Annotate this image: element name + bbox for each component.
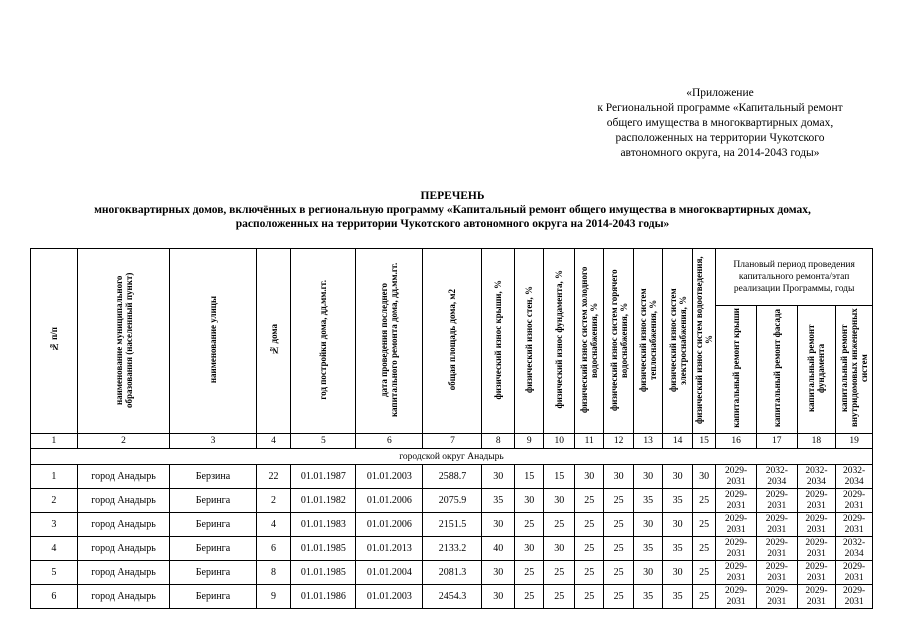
table-cell: 25	[574, 489, 603, 513]
table-cell: 25	[574, 585, 603, 609]
table-cell: 30	[544, 489, 575, 513]
table-cell: 2588.7	[423, 465, 482, 489]
table-cell: 8	[256, 561, 291, 585]
appendix-line: расположенных на территории Чукотского	[615, 132, 825, 144]
table-cell: 2029- 2031	[836, 561, 873, 585]
column-number: 15	[692, 434, 715, 449]
column-number: 18	[797, 434, 836, 449]
table-cell: 01.01.2003	[356, 465, 423, 489]
table-cell: 01.01.1982	[291, 489, 356, 513]
column-number-row	[31, 434, 873, 449]
table-cell: 25	[574, 561, 603, 585]
table-cell: 2029- 2031	[797, 489, 836, 513]
header-wear-foundation: физический износ фундамента, %	[544, 249, 575, 434]
table-row	[31, 513, 873, 537]
table-cell: 30	[514, 489, 543, 513]
table-cell: 25	[604, 489, 633, 513]
table-body	[31, 465, 873, 609]
header-municipality: наименование муниципального образования (населенный пункт)	[77, 249, 170, 434]
table-cell: 2032- 2034	[797, 465, 836, 489]
table-cell: 4	[256, 513, 291, 537]
table-cell: 30	[544, 537, 575, 561]
header-house: № дома	[256, 249, 291, 434]
table-cell: 30	[574, 465, 603, 489]
table-cell: 01.01.1985	[291, 537, 356, 561]
header-plan-facade: капитальный ремонт фасада	[756, 306, 797, 434]
table-cell: 2029- 2031	[756, 489, 797, 513]
header-plan-roof: капитальный ремонт крыши	[716, 306, 757, 434]
table-cell: 2029- 2031	[836, 513, 873, 537]
table-cell: 25	[604, 561, 633, 585]
group-label: городской округ Анадырь	[31, 449, 873, 465]
table-cell: 30	[482, 513, 515, 537]
table-cell: 2029- 2031	[756, 585, 797, 609]
table-cell: 01.01.1983	[291, 513, 356, 537]
table-cell: 25	[692, 585, 715, 609]
column-number: 19	[836, 434, 873, 449]
table-cell: 25	[514, 513, 543, 537]
column-number: 7	[423, 434, 482, 449]
table-row	[31, 585, 873, 609]
document-title	[20, 189, 885, 231]
table-cell: 30	[633, 465, 662, 489]
column-number: 14	[663, 434, 692, 449]
table-cell: 9	[256, 585, 291, 609]
title-line: многоквартирных домов, включённых в региональную программу «Капитальный ремонт общего имущества в многоквартирных домах,	[94, 204, 811, 216]
header-wear-cold-water: физический износ систем холодного водоснабжения, %	[574, 249, 603, 434]
header-row	[31, 249, 873, 306]
table-cell: 2029- 2031	[716, 585, 757, 609]
table-cell: 25	[692, 561, 715, 585]
column-number: 13	[633, 434, 662, 449]
column-number: 6	[356, 434, 423, 449]
table-cell: 01.01.1987	[291, 465, 356, 489]
header-wear-heating: физический износ систем теплоснабжения, %	[633, 249, 662, 434]
table-cell: Беринга	[170, 537, 256, 561]
table-cell: 2029- 2031	[797, 513, 836, 537]
table-cell: 01.01.2004	[356, 561, 423, 585]
table-cell: 35	[663, 537, 692, 561]
table-cell: 30	[663, 465, 692, 489]
table-cell: 30	[633, 561, 662, 585]
table-cell: 2032- 2034	[756, 465, 797, 489]
table-cell: 25	[604, 513, 633, 537]
header-wear-walls: физический износ стен, %	[514, 249, 543, 434]
table-cell: 2032- 2034	[836, 465, 873, 489]
header-wear-hot-water: физический износ систем горячего водоснабжения, %	[604, 249, 633, 434]
column-number: 3	[170, 434, 256, 449]
table-cell: 6	[256, 537, 291, 561]
table-cell: 4	[31, 537, 78, 561]
column-number: 8	[482, 434, 515, 449]
column-number: 17	[756, 434, 797, 449]
table-cell: 2	[31, 489, 78, 513]
table-cell: 15	[514, 465, 543, 489]
header-area: общая площадь дома, м2	[423, 249, 482, 434]
table-cell: 2151.5	[423, 513, 482, 537]
table-cell: Беринга	[170, 513, 256, 537]
table-cell: 25	[514, 585, 543, 609]
table-row	[31, 465, 873, 489]
column-number: 16	[716, 434, 757, 449]
table-cell: 2029- 2031	[716, 537, 757, 561]
table-cell: город Анадырь	[77, 513, 170, 537]
table-cell: 25	[604, 537, 633, 561]
table-cell: 25	[604, 585, 633, 609]
table-cell: Беринга	[170, 561, 256, 585]
header-plan-engineering: капитальный ремонт внутридомовых инженерных систем	[836, 306, 873, 434]
table-cell: 40	[482, 537, 515, 561]
table-cell: 25	[692, 513, 715, 537]
table-cell: 15	[544, 465, 575, 489]
table-cell: 2029- 2031	[716, 465, 757, 489]
column-number: 2	[77, 434, 170, 449]
appendix-line: к Региональной программе «Капитальный ремонт	[597, 102, 843, 114]
table-cell: 2454.3	[423, 585, 482, 609]
table-cell: 30	[692, 465, 715, 489]
column-number: 5	[291, 434, 356, 449]
table-cell: 2029- 2031	[756, 513, 797, 537]
table-cell: 3	[31, 513, 78, 537]
table-cell: 25	[544, 561, 575, 585]
table-row	[31, 537, 873, 561]
appendix-line: автономного округа, на 2014-2043 годы»	[620, 147, 820, 159]
table-cell: 2029- 2031	[797, 537, 836, 561]
table-cell: 30	[514, 537, 543, 561]
column-number: 12	[604, 434, 633, 449]
header-num: № п/п	[31, 249, 78, 434]
table-cell: 25	[692, 489, 715, 513]
houses-table	[30, 248, 873, 609]
table-cell: 2029- 2031	[836, 585, 873, 609]
table-cell: 01.01.1986	[291, 585, 356, 609]
table-cell: 35	[633, 537, 662, 561]
table-cell: город Анадырь	[77, 537, 170, 561]
column-number: 1	[31, 434, 78, 449]
table-cell: город Анадырь	[77, 465, 170, 489]
table-cell: 2029- 2031	[716, 513, 757, 537]
header-last-repair: дата проведения последнего капитального ремонта дома, дд.мм.гг.	[356, 249, 423, 434]
table-row	[31, 489, 873, 513]
table-cell: 25	[514, 561, 543, 585]
table-cell: 2029- 2031	[716, 561, 757, 585]
table-cell: 2133.2	[423, 537, 482, 561]
table-cell: 01.01.2006	[356, 513, 423, 537]
title-heading: ПЕРЕЧЕНЬ	[420, 190, 485, 202]
table-cell: 01.01.2006	[356, 489, 423, 513]
table-cell: 30	[663, 513, 692, 537]
header-wear-sewer: физический износ систем водоотведения, %	[692, 249, 715, 434]
column-number: 10	[544, 434, 575, 449]
table-cell: 2029- 2031	[756, 561, 797, 585]
table-cell: 30	[633, 513, 662, 537]
table-cell: Беринга	[170, 489, 256, 513]
table-cell: 30	[604, 465, 633, 489]
table-cell: 2029- 2031	[797, 585, 836, 609]
table-cell: 2	[256, 489, 291, 513]
header-street: наименование улицы	[170, 249, 256, 434]
table-cell: 2032- 2034	[836, 537, 873, 561]
appendix-note	[560, 86, 880, 161]
table-cell: 2029- 2031	[797, 561, 836, 585]
table-cell: 2029- 2031	[756, 537, 797, 561]
column-number: 11	[574, 434, 603, 449]
table-cell: 30	[482, 585, 515, 609]
table-cell: 35	[633, 489, 662, 513]
table-cell: 25	[544, 585, 575, 609]
table-cell: 2029- 2031	[836, 489, 873, 513]
table-cell: 25	[692, 537, 715, 561]
table-cell: 2075.9	[423, 489, 482, 513]
table-cell: город Анадырь	[77, 585, 170, 609]
table-cell: 30	[482, 561, 515, 585]
column-number: 4	[256, 434, 291, 449]
table-cell: 2029- 2031	[716, 489, 757, 513]
table-cell: Беринга	[170, 585, 256, 609]
table-cell: город Анадырь	[77, 489, 170, 513]
table-cell: 22	[256, 465, 291, 489]
column-number: 9	[514, 434, 543, 449]
header-plan-foundation: капитальный ремонт фундамента	[797, 306, 836, 434]
table-cell: 25	[574, 537, 603, 561]
table-cell: 2081.3	[423, 561, 482, 585]
table-cell: 01.01.2013	[356, 537, 423, 561]
group-row	[31, 449, 873, 465]
table-cell: 35	[663, 585, 692, 609]
table-cell: 35	[482, 489, 515, 513]
header-wear-roof: физический износ крыши, %	[482, 249, 515, 434]
table-cell: 35	[633, 585, 662, 609]
table-row	[31, 561, 873, 585]
table-cell: 25	[574, 513, 603, 537]
table-cell: 30	[482, 465, 515, 489]
table-cell: 1	[31, 465, 78, 489]
table-cell: 5	[31, 561, 78, 585]
header-built: год постройки дома, дд.мм.гг.	[291, 249, 356, 434]
header-plan-group: Плановый период проведения капитального ремонта/этап реализации Программы, годы	[716, 249, 873, 306]
table-cell: 6	[31, 585, 78, 609]
title-line: расположенных на территории Чукотского автономного округа на 2014-2043 годы»	[235, 218, 670, 230]
table-cell: город Анадырь	[77, 561, 170, 585]
appendix-line: общего имущества в многоквартирных домах,	[606, 117, 834, 129]
appendix-line: «Приложение	[686, 87, 754, 99]
table-cell: 35	[663, 489, 692, 513]
table-cell: 25	[544, 513, 575, 537]
table-cell: 01.01.2003	[356, 585, 423, 609]
table-cell: 30	[663, 561, 692, 585]
table-cell: 01.01.1985	[291, 561, 356, 585]
header-wear-electric: физический износ систем электроснабжения, %	[663, 249, 692, 434]
table-cell: Берзина	[170, 465, 256, 489]
